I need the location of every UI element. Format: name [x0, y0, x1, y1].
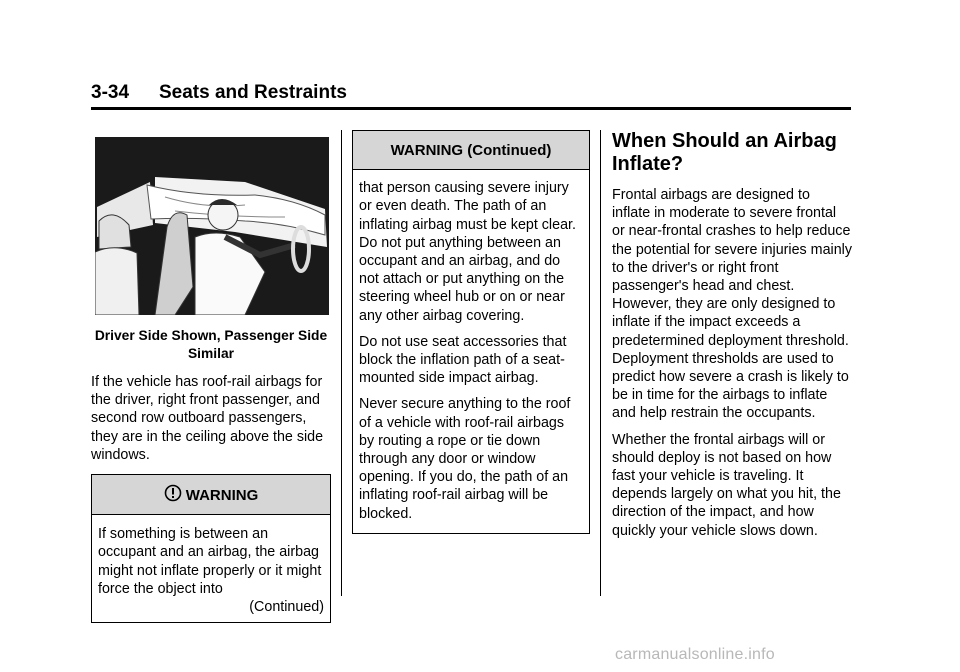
figure-caption: Driver Side Shown, Passenger Side Similar	[94, 328, 328, 361]
warning-continued-header: WARNING (Continued)	[353, 131, 589, 170]
body-paragraph-2: Whether the frontal airbags will or should deploy is not based on how fast your vehicle is traveling. It depends largely on what you hit, the direction of the impact, and how quickly your vehicle slows down.	[612, 431, 841, 539]
airbag-illustration	[95, 137, 329, 315]
page-number: 3-34	[91, 82, 130, 103]
warning-title: WARNING	[185, 486, 259, 504]
column-1	[91, 137, 331, 623]
car-interior-illustration	[95, 137, 329, 315]
warning-body	[92, 515, 330, 622]
column-divider-1	[341, 130, 342, 596]
warning-header	[92, 475, 330, 515]
continued-label: (Continued)	[249, 599, 324, 616]
intro-paragraph: If the vehicle has roof-rail airbags for the driver, right front passenger, and second row outboard passengers, they are in the ceiling above the side windows.	[91, 374, 324, 463]
header-rule	[91, 107, 851, 110]
warning-text: If something is between an occupant and an airbag, the airbag might not inflate properly or it might force the object into	[98, 526, 322, 597]
body-paragraph-1: Frontal airbags are designed to inflate in moderate to severe frontal or near-frontal crashes to help reduce the potential for severe injuries mainly to the driver's or right front passenger's head and chest. However, they are only designed to inflate if the impact exceeds a predetermined deployment threshold. Deployment thresholds are used to predict how severe a crash is likely to be in time for the airbags to inflate and help restrain the occupants.	[612, 187, 852, 422]
column-3	[612, 130, 852, 548]
warning-paragraph-1: that person causing severe injury or even death. The path of an inflating airbag must be kept clear. Do not put anything between an occupant and an airbag, and do not attach or put anything on the steering wheel hub or on or near any other airbag covering.	[359, 180, 576, 324]
warning-continued-box	[352, 130, 590, 534]
section-heading: When Should an Airbag Inflate?	[612, 130, 837, 175]
column-2	[352, 130, 590, 534]
column-divider-2	[600, 130, 601, 596]
warning-paragraph-2: Do not use seat accessories that block the inflation path of a seat-mounted side impact airbag.	[359, 333, 567, 387]
watermark: carmanualsonline.info	[615, 646, 775, 663]
warning-box	[91, 474, 331, 623]
warning-icon	[164, 484, 182, 507]
warning-continued-body	[353, 170, 589, 533]
section-title: Seats and Restraints	[159, 82, 347, 103]
warning-paragraph-3: Never secure anything to the roof of a vehicle with roof-rail airbags by routing a rope or tie down through any door or window opening. If you do, the path of an inflating roof-rail airbag will be blocked.	[359, 396, 571, 522]
